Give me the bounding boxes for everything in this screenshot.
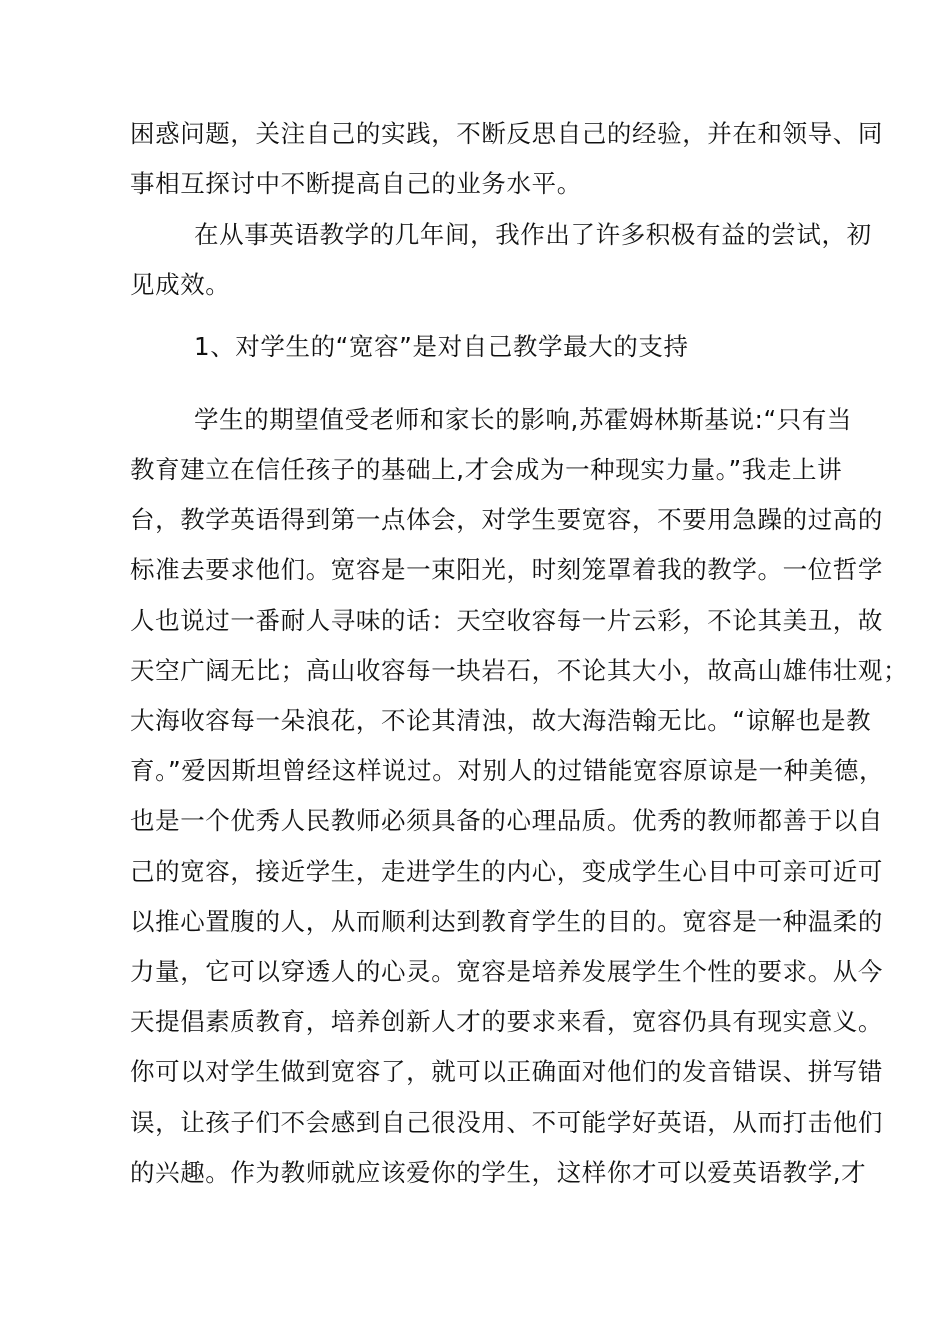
paragraph-3-line-1: 学生的期望值受老师和家长的影响,苏霍姆林斯基说:“只有当 [194, 405, 853, 434]
paragraph-3-line-5: 人也说过一番耐人寻味的话：天空收容每一片云彩，不论其美丑，故 [130, 606, 883, 635]
paragraph-3-line-6: 天空广阔无比；高山收容每一块岩石，不论其大小，故高山雄伟壮观； [130, 656, 909, 685]
paragraph-3-line-14: 你可以对学生做到宽容了，就可以正确面对他们的发音错误、拼写错 [130, 1057, 883, 1086]
paragraph-3-line-8: 育。”爱因斯坦曾经这样说过。对别人的过错能宽容原谅是一种美德， [130, 756, 885, 785]
paragraph-3-line-3: 台，教学英语得到第一点体会，对学生要宽容，不要用急躁的过高的 [130, 505, 883, 534]
paragraph-3-line-10: 己的宽容，接近学生，走进学生的内心，变成学生心目中可亲可近可 [130, 857, 883, 886]
paragraph-3-line-13: 天提倡素质教育，培养创新人才的要求来看，宽容仍具有现实意义。 [130, 1007, 883, 1036]
paragraph-3-line-7: 大海收容每一朵浪花，不论其清浊，故大海浩翰无比。“谅解也是教 [130, 706, 872, 735]
paragraph-1-line-2: 事相互探讨中不断提高自己的业务水平。 [130, 169, 582, 198]
paragraph-1-line-1: 困惑问题，关注自己的实践，不断反思自己的经验，并在和领导、同 [130, 119, 883, 148]
paragraph-3-line-16: 的兴趣。作为教师就应该爱你的学生，这样你才可以爱英语教学,才 [130, 1158, 867, 1187]
paragraph-3-line-11: 以推心置腹的人，从而顺利达到教育学生的目的。宽容是一种温柔的 [130, 907, 883, 936]
paragraph-2-line-1: 在从事英语教学的几年间，我作出了许多积极有益的尝试，初 [194, 220, 872, 249]
paragraph-3-line-15: 误，让孩子们不会感到自己很没用、不可能学好英语，从而打击他们 [130, 1108, 883, 1137]
paragraph-2-line-2: 见成效。 [130, 270, 231, 299]
paragraph-3-line-12: 力量，它可以穿透人的心灵。宽容是培养发展学生个性的要求。从今 [130, 957, 883, 986]
paragraph-3-line-9: 也是一个优秀人民教师必须具备的心理品质。优秀的教师都善于以自 [130, 806, 883, 835]
paragraph-3-line-4: 标准去要求他们。宽容是一束阳光，时刻笼罩着我的教学。一位哲学 [130, 555, 883, 584]
section-heading: 1、对学生的“宽容”是对自己教学最大的支持 [194, 332, 689, 361]
paragraph-3-line-2: 教育建立在信任孩子的基础上,才会成为一种现实力量。”我走上讲 [130, 455, 843, 484]
